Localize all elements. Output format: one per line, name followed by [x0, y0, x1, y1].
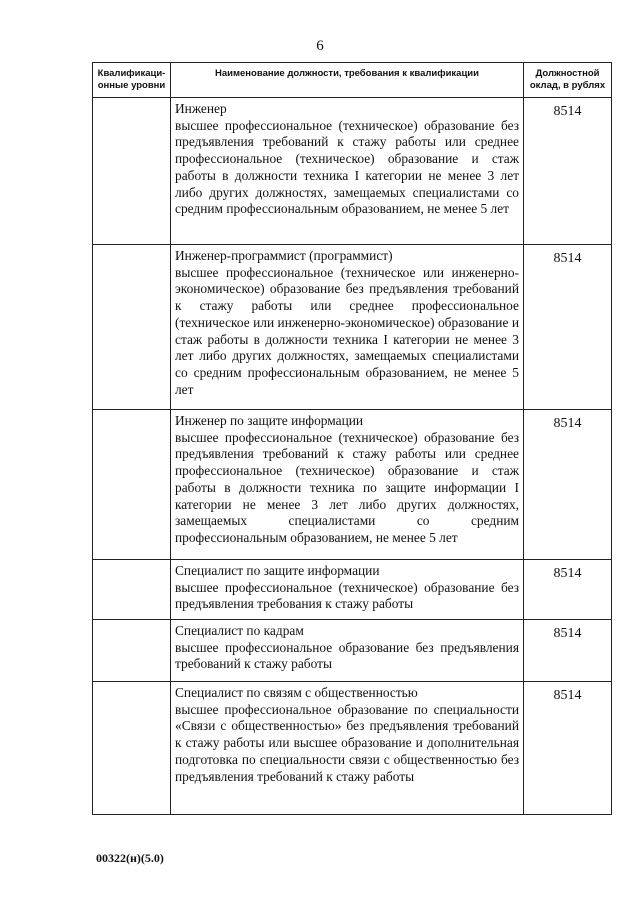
document-code: 00322(н)(5.0) [96, 851, 164, 865]
position-title: Инженер [175, 101, 227, 116]
position-requirements: высшее профессиональное (техническое) образование без предъявления требований к стажу работы или среднее профессиональное (техническое) образование и стаж работы в должности техника I категории не менее 3 лет либо других должностях, замещаемых специалистами со средним профессиональным образованием, не менее 5 лет [175, 117, 519, 217]
position-title: Специалист по связям с общественностью [175, 685, 418, 700]
table-row [93, 560, 612, 620]
position-requirements: высшее профессиональное (техническое) образование без предъявления требования к стажу работы [175, 579, 519, 612]
salary-cell: 8514 [524, 98, 612, 245]
position-cell [171, 410, 524, 560]
position-title: Инженер-программист (программист) [175, 248, 393, 263]
position-requirements: высшее профессиональное (техническое или инженерно-экономическое) образование без предъявления требований к стажу работы или среднее профессиональное (техническое или инженерно-экономическое) образование и стаж работы в должности техника I категории не менее 3 лет либо других должностях, замещаемых специалистами со средним профессиональным образованием, не менее 5 лет [175, 264, 519, 397]
position-requirements: высшее профессиональное образование без предъявления требований к стажу работы [175, 639, 519, 672]
level-cell [93, 410, 171, 560]
position-requirements: высшее профессиональное (техническое) образование без предъявления требований к стажу работы или среднее профессиональное (техническое) образование и стаж работы в должности техника по защите информации I категории не менее 3 лет либо других должностях, замещаемых специалистами со средним профессиональным образованием, не менее 5 лет [175, 429, 519, 545]
salary-cell: 8514 [524, 245, 612, 410]
table-row [93, 620, 612, 682]
salary-cell: 8514 [524, 410, 612, 560]
level-cell [93, 98, 171, 245]
position-title: Специалист по защите информации [175, 563, 380, 578]
level-cell [93, 620, 171, 682]
salary-cell: 8514 [524, 620, 612, 682]
header-salary: Должностной оклад, в рублях [524, 63, 612, 98]
level-cell [93, 560, 171, 620]
position-title: Инженер по защите информации [175, 413, 364, 428]
header-position: Наименование должности, требования к квалификации [171, 63, 524, 98]
table-header-row [93, 63, 612, 98]
level-cell [93, 245, 171, 410]
position-requirements: высшее профессиональное образование по специальности «Связи с общественностью» без предъявления требований к стажу работы или высшее образование и дополнительная подготовка по специальности связи с общественностью без предъявления требований к стажу работы [175, 701, 519, 784]
position-cell [171, 560, 524, 620]
position-title: Специалист по кадрам [175, 623, 304, 638]
position-cell [171, 98, 524, 245]
header-level: Квалификаци-онные уровни [93, 63, 171, 98]
table-row [93, 410, 612, 560]
salary-cell: 8514 [524, 560, 612, 620]
table-row [93, 682, 612, 815]
position-cell [171, 245, 524, 410]
position-cell [171, 620, 524, 682]
salary-cell: 8514 [524, 682, 612, 815]
table-row [93, 98, 612, 245]
level-cell [93, 682, 171, 815]
page-number: 6 [316, 38, 324, 54]
qualification-table [92, 62, 612, 815]
table-row [93, 245, 612, 410]
position-cell [171, 682, 524, 815]
